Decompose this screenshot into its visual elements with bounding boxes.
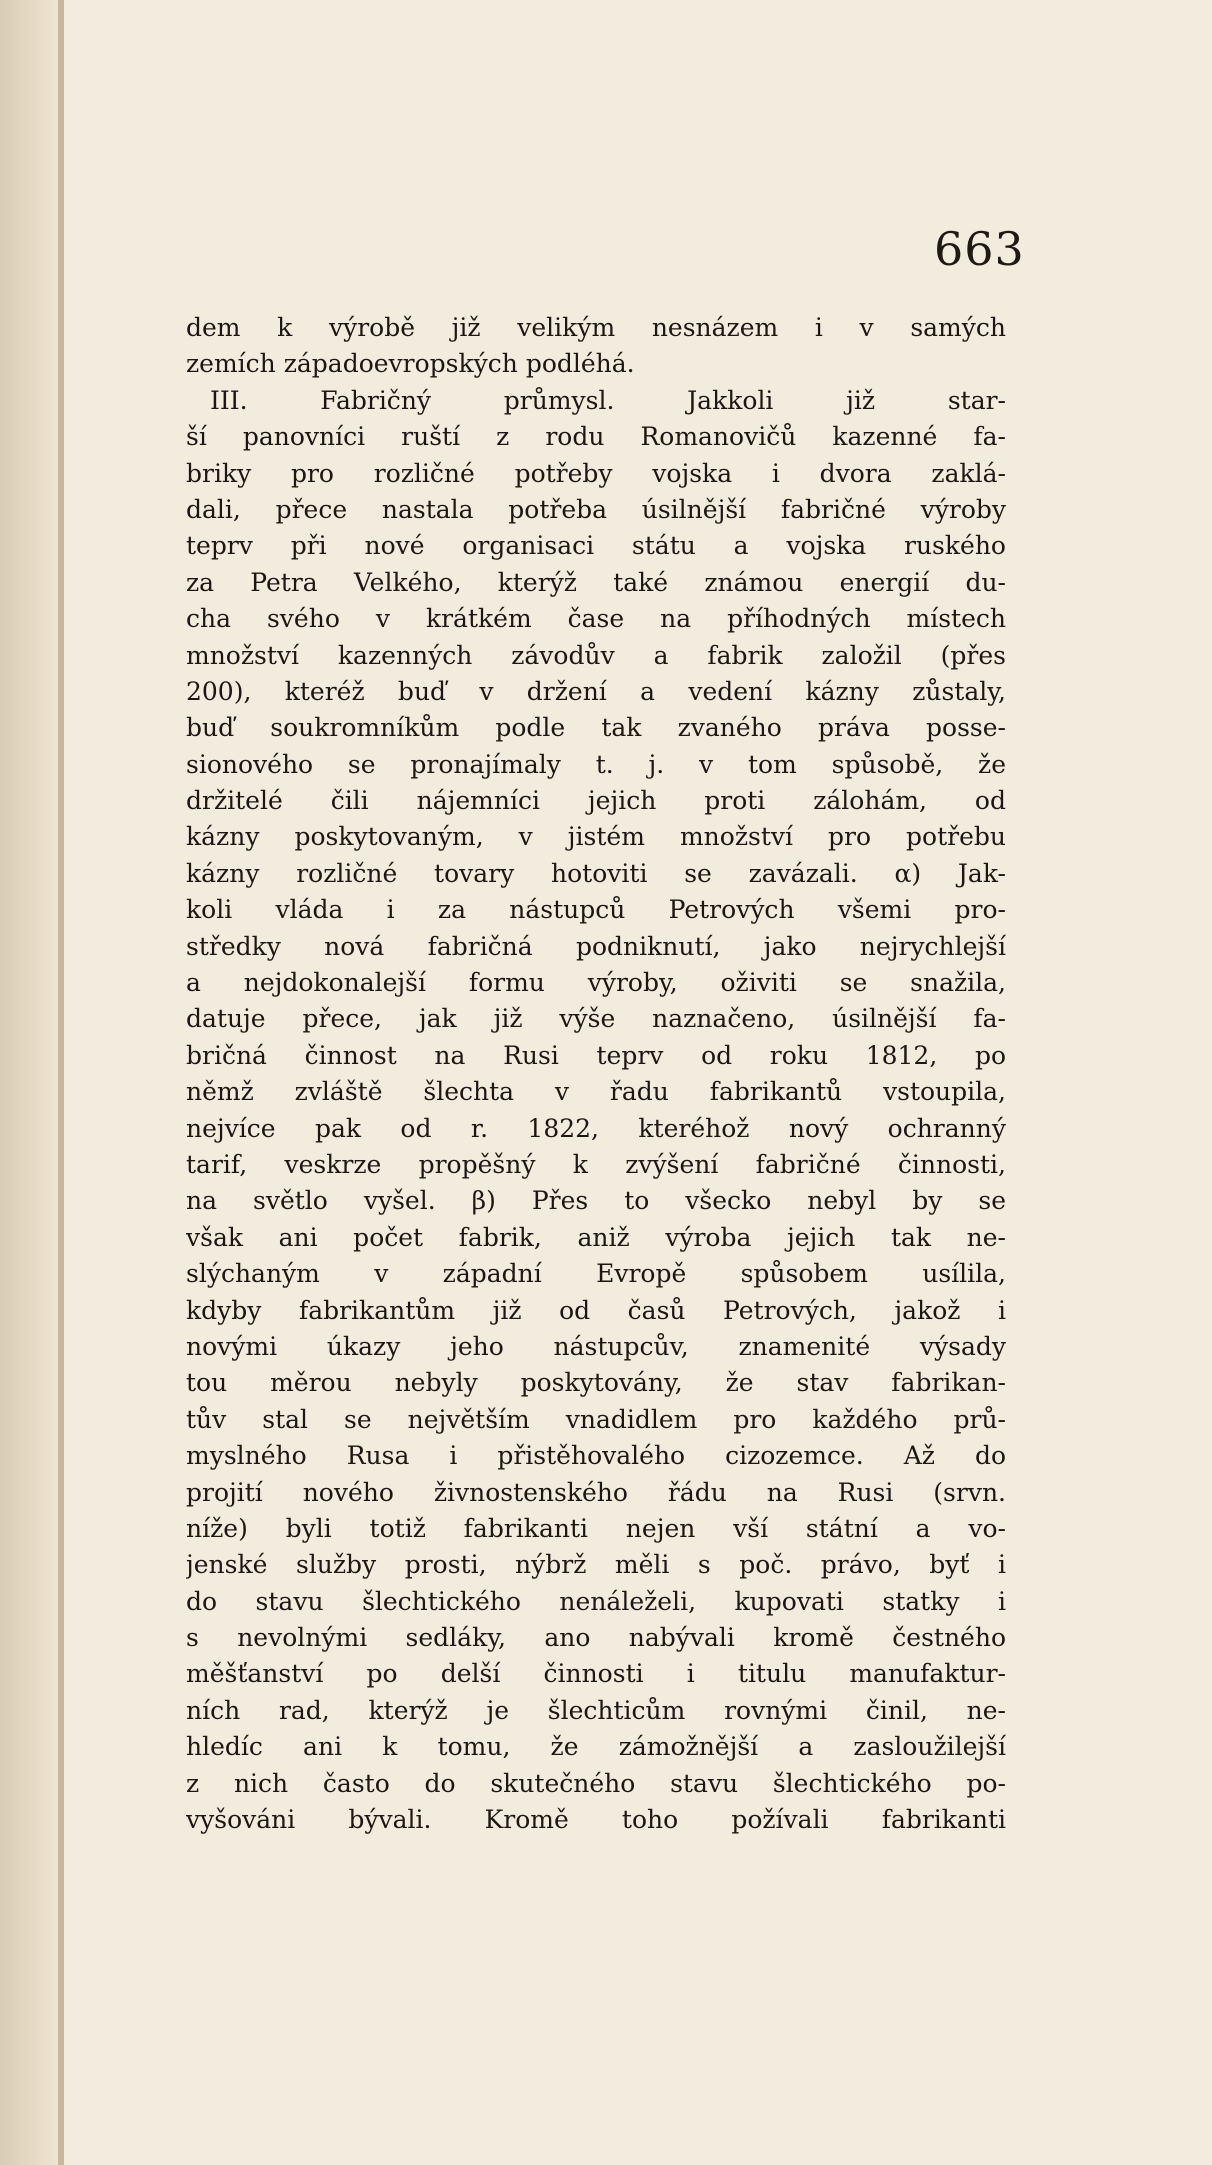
text-line: níže) byli totiž fabrikanti nejen vší státní a vo- — [186, 1513, 1006, 1543]
text-line: nejvíce pak od r. 1822, kteréhož nový ochranný — [186, 1113, 1006, 1143]
text-line: buď soukromníkům podle tak zvaného práva posse- — [186, 713, 1006, 743]
text-line: za Petra Velkého, kterýž také známou energií du- — [186, 567, 1006, 597]
text-line: slýchaným v západní Evropě spůsobem usílila, — [186, 1259, 1006, 1289]
text-line: projití nového živnostenského řádu na Rusi (srvn. — [186, 1477, 1006, 1507]
text-line: a nejdokonalejší formu výroby, oživiti se snažila, — [186, 968, 1006, 998]
text-line: 200), kteréž buď v držení a vedení kázny zůstaly, — [186, 676, 1006, 706]
text-line: kázny poskytovaným, v jistém množství pro potřebu — [186, 822, 1006, 852]
text-line: vyšováni bývali. Kromě toho požívali fabrikanti — [186, 1805, 1006, 1835]
text-line: cha svého v krátkém čase na příhodných místech — [186, 604, 1006, 634]
text-line: dali, přece nastala potřeba úsilnější fabričné výroby — [186, 494, 1006, 524]
text-line: briky pro rozličné potřeby vojska i dvora zaklá- — [186, 458, 1006, 488]
text-line: množství kazenných závodův a fabrik založil (přes — [186, 640, 1006, 670]
text-line: ší panovníci ruští z rodu Romanovičů kazenné fa- — [186, 422, 1006, 452]
book-binding — [0, 0, 62, 2165]
text-line: držitelé čili nájemníci jejich proti zálohám, od — [186, 786, 1006, 816]
text-line: němž zvláště šlechta v řadu fabrikantů vstoupila, — [186, 1077, 1006, 1107]
text-line: však ani počet fabrik, aniž výroba jejich tak ne- — [186, 1222, 1006, 1252]
text-line: kázny rozličné tovary hotoviti se zavázali. α) Jak- — [186, 858, 1006, 888]
text-line: kdyby fabrikantům již od časů Petrových, jakož i — [186, 1295, 1006, 1325]
text-line: tarif, veskrze propěšný k zvýšení fabričné činnosti, — [186, 1149, 1006, 1179]
text-line: novými úkazy jeho nástupcův, znamenité výsady — [186, 1331, 1006, 1361]
text-line: ních rad, kterýž je šlechticům rovnými činil, ne- — [186, 1695, 1006, 1725]
text-line: z nich často do skutečného stavu šlechtického po- — [186, 1768, 1006, 1798]
text-line: tův stal se největším vnadidlem pro každého prů- — [186, 1404, 1006, 1434]
text-line: zemích západoevropských podléhá. — [186, 349, 635, 379]
text-line: koli vláda i za nástupců Petrových všemi pro- — [186, 895, 1006, 925]
page-number: 663 — [934, 222, 1025, 276]
text-line: s nevolnými sedláky, ano nabývali kromě čestného — [186, 1623, 1006, 1653]
text-line: datuje přece, jak již výše naznačeno, úsilnější fa- — [186, 1004, 1006, 1034]
text-line: teprv při nové organisaci státu a vojska ruského — [186, 531, 1006, 561]
section-heading-line: III. Fabričný průmysl. Jakkoli již star- — [210, 385, 1006, 415]
book-page — [64, 0, 1212, 2165]
text-line: bričná činnost na Rusi teprv od roku 1812, po — [186, 1040, 1006, 1070]
text-line: středky nová fabričná podniknutí, jako nejrychlejší — [186, 931, 1006, 961]
text-line: na světlo vyšel. β) Přes to všecko nebyl by se — [186, 1186, 1006, 1216]
text-line: dem k výrobě již velikým nesnázem i v samých — [186, 313, 1006, 342]
text-line: sionového se pronajímaly t. j. v tom spůsobě, že — [186, 749, 1006, 779]
text-line: myslného Rusa i přistěhovalého cizozemce. Až do — [186, 1441, 1006, 1471]
body-text — [186, 310, 1006, 1838]
text-line: jenské služby prosti, nýbrž měli s poč. právo, byť i — [186, 1550, 1006, 1580]
text-line: do stavu šlechtického nenáleželi, kupovati statky i — [186, 1586, 1006, 1616]
text-line: tou měrou nebyly poskytovány, že stav fabrikan- — [186, 1368, 1006, 1398]
text-line: hledíc ani k tomu, že zámožnější a zasloužilejší — [186, 1732, 1006, 1762]
text-line: měšťanství po delší činnosti i titulu manufaktur- — [186, 1659, 1006, 1689]
